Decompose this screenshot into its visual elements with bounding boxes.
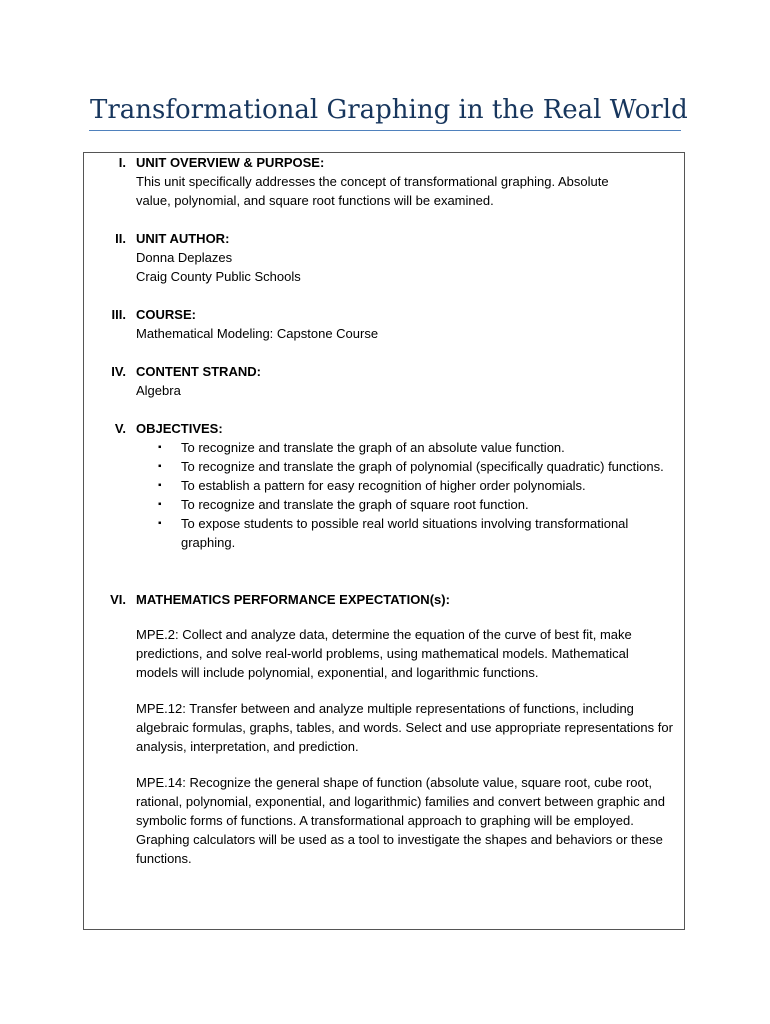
list-item (136, 438, 674, 457)
list-item (136, 495, 674, 514)
objective-text: To recognize and translate the graph of an absolute value function. (181, 440, 565, 455)
section-numeral: IV. (111, 364, 126, 379)
square-bullet-icon: ▪ (158, 518, 162, 529)
section-numeral: III. (111, 307, 126, 322)
section-heading: UNIT OVERVIEW & PURPOSE: (136, 155, 325, 170)
section-heading: COURSE: (136, 307, 196, 322)
section-heading: UNIT AUTHOR: (136, 231, 230, 246)
author-name: Donna Deplazes (136, 250, 233, 265)
section-text-line: value, polynomial, and square root functions will be examined. (136, 193, 494, 208)
course-name: Mathematical Modeling: Capstone Course (136, 326, 379, 341)
objective-text: To recognize and translate the graph of polynomial (specifically quadratic) functions. (181, 459, 664, 474)
list-item (136, 476, 674, 495)
objectives-list (136, 438, 674, 552)
section-heading: OBJECTIVES: (136, 421, 223, 436)
section-numeral: I. (118, 155, 126, 170)
square-bullet-icon: ▪ (158, 442, 162, 453)
section-numeral: VI. (110, 592, 126, 607)
objective-text: To establish a pattern for easy recognition of higher order polynomials. (181, 478, 586, 493)
mpe-paragraph: MPE.14: Recognize the general shape of function (absolute value, square root, cube root, rational, polynomial, exponential, and logarithmic) families and convert between graphic and symbolic forms of functions. A transformational approach to graphing will be employed. Graphing calculators will be used as a tool to investigate the shapes and behaviors or these functions. (136, 775, 665, 866)
mpe-paragraph: MPE.12: Transfer between and analyze multiple representations of functions, including algebraic formulas, graphs, tables, and words. Select and use appropriate representations for analysis, interpretation, and prediction. (136, 701, 673, 754)
title-underline (89, 130, 681, 131)
section-heading: MATHEMATICS PERFORMANCE EXPECTATION(s): (136, 592, 450, 607)
square-bullet-icon: ▪ (158, 480, 162, 491)
section-numeral: V. (114, 421, 126, 436)
author-school: Craig County Public Schools (136, 269, 301, 284)
square-bullet-icon: ▪ (158, 499, 162, 510)
mpe-paragraph: MPE.2: Collect and analyze data, determine the equation of the curve of best fit, make predictions, and solve real-world problems, using mathematical models. Mathematical models will include polynomial, exponential, and logarithmic functions. (136, 627, 632, 680)
section-numeral: II. (115, 231, 126, 246)
unit-outline-box (83, 152, 685, 930)
objective-text: To recognize and translate the graph of square root function. (181, 497, 529, 512)
list-item (136, 514, 674, 552)
section-text-line: This unit specifically addresses the concept of transformational graphing. Absolute (136, 174, 609, 189)
square-bullet-icon: ▪ (158, 461, 162, 472)
list-item (136, 457, 674, 476)
content-strand-value: Algebra (136, 383, 181, 398)
document-title: Transformational Graphing in the Real World (90, 95, 688, 125)
objective-text: To expose students to possible real world situations involving transformational graphing. (181, 516, 629, 550)
section-heading: CONTENT STRAND: (136, 364, 261, 379)
